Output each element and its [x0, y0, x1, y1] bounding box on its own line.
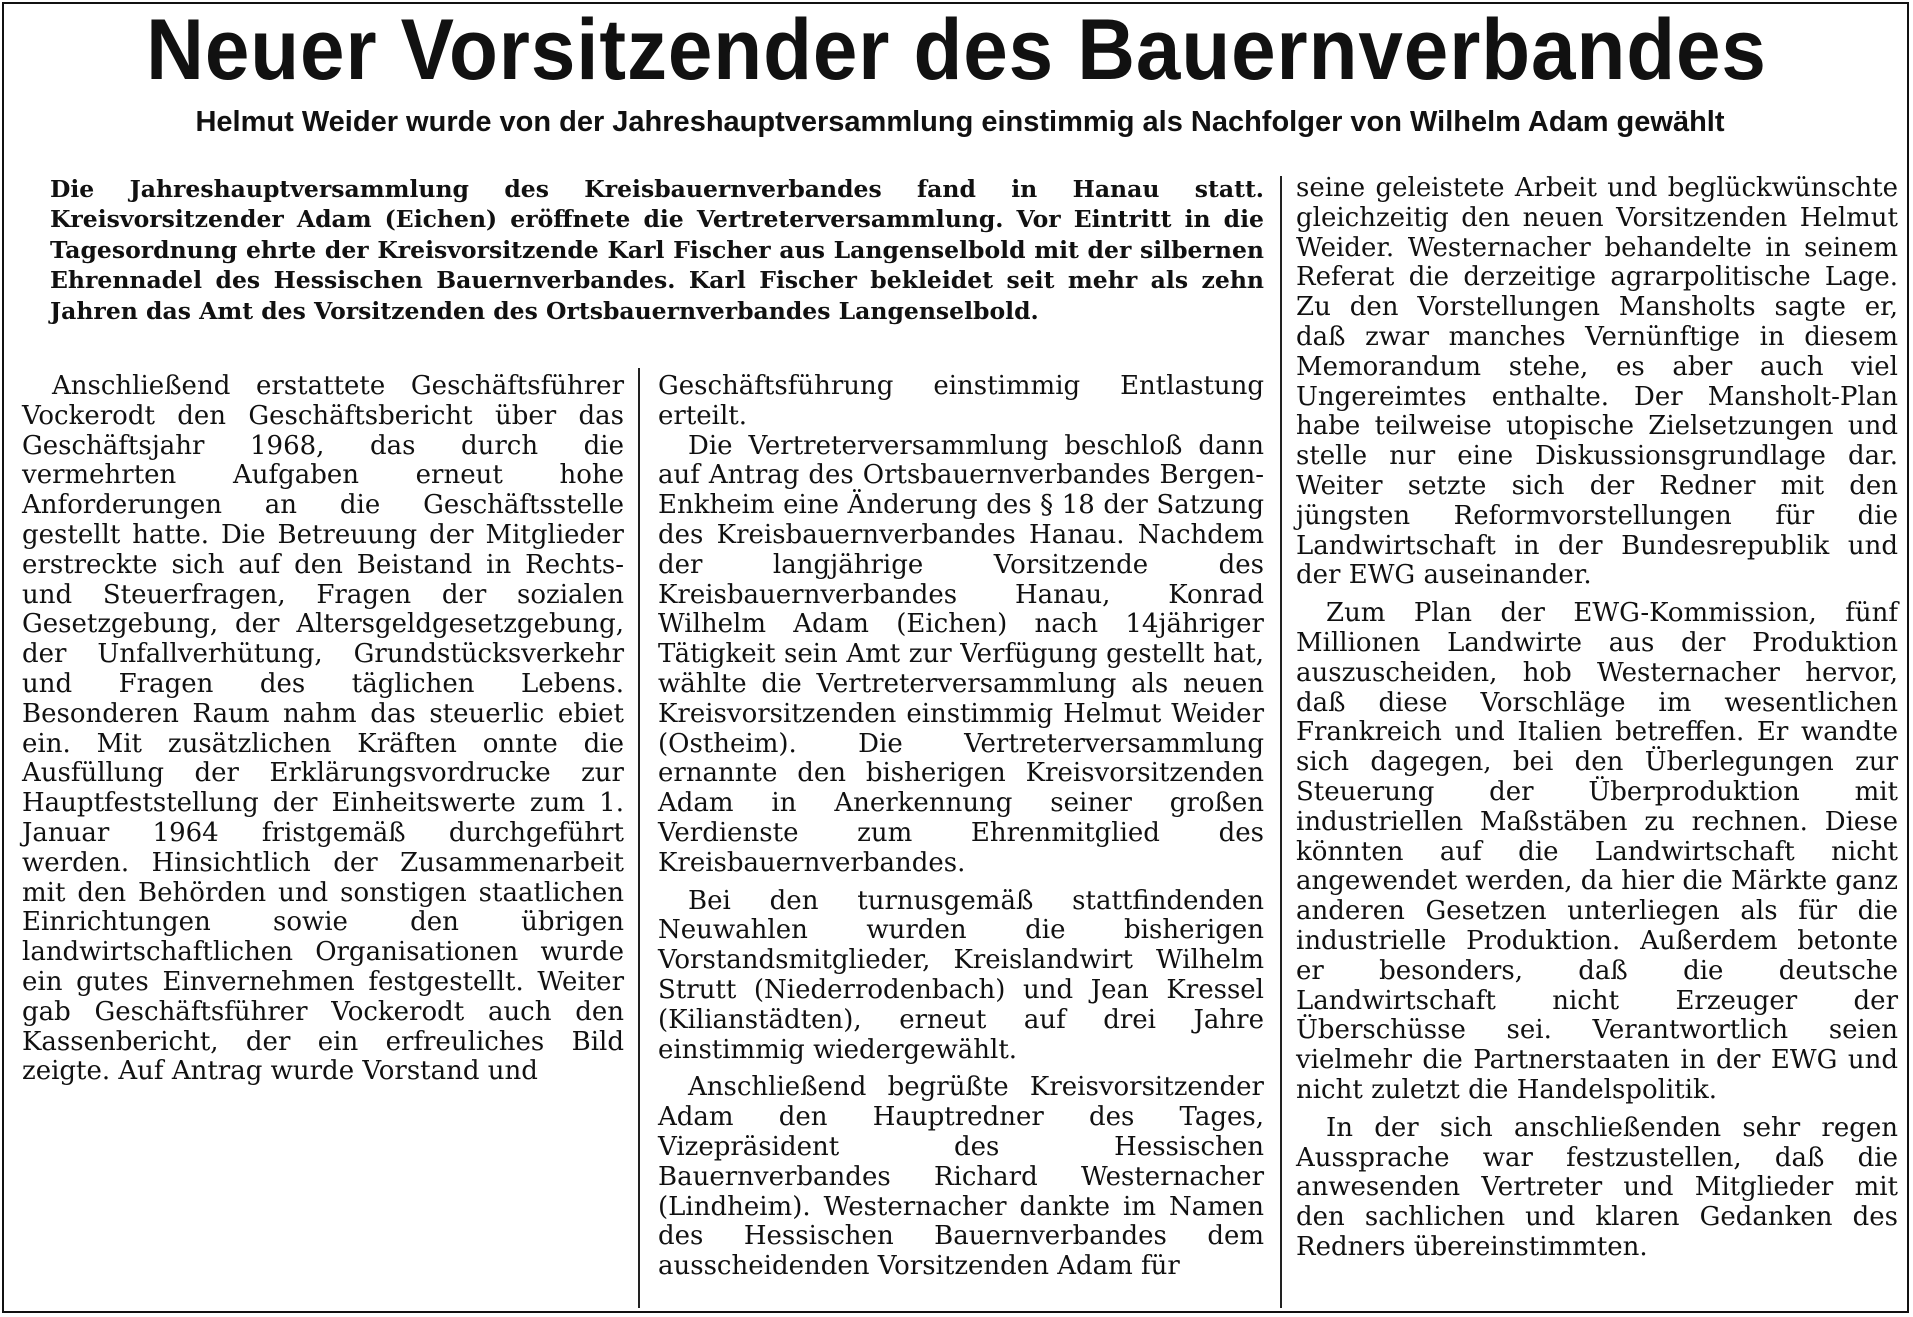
col3-paragraph-1: seine geleistete Arbeit und beglückwünschte gleichzeitig den neuen Vorsitzenden Helmut Weider. Westernacher behandelte in seinem Referat die derzeitige agrarpolitische Lage. Zu den Vorstellungen Mansholts sagte er, daß zwar manches Vernünftige in diesem Memorandum stehe, es aber auch viel Ungereimtes enthalte. Der Mansholt-Plan habe teilweise utopische Zielsetzungen und stelle nur eine Diskussionsgrundlage dar. Weiter setzte sich der Redner mit den jüngsten Reformvorstellungen für die Landwirtschaft in der Bundesrepublik und der EWG auseinander.: [1296, 173, 1898, 591]
lead-text: Die Jahreshauptversammlung des Kreisbauernverbandes fand in Hanau statt. Kreisvorsitzender Adam (Eichen) eröffnete die Vertreterversammlung. Vor Eintritt in die Tagesordnung ehrte der Kreisvorsitzende Karl Fischer aus Langenselbold mit der silbernen Ehrennadel des Hessischen Bauernverbandes. Karl Fischer bekleidet seit mehr als zehn Jahren das Amt des Vorsitzenden des Ortsbauernverbandes Langenselbold.: [50, 175, 1264, 325]
col2-paragraph-3: Bei den turnusgemäß stattfindenden Neuwahlen wurden die bisherigen Vorstandsmitglieder, Kreislandwirt Wilhelm Strutt (Niederrodenbach) und Jean Kressel (Kilianstädten), erneut auf drei Jahre einstimmig wiedergewählt.: [658, 885, 1264, 1065]
col2-paragraph-1: Geschäftsführung einstimmig Entlastung erteilt.: [658, 371, 1264, 431]
lead-paragraph: [50, 174, 1264, 360]
col2-paragraph-2: Die Vertreterversammlung beschloß dann auf Antrag des Ortsbauernverbandes Bergen-Enkheim eine Änderung des § 18 der Satzung des Kreisbauernverbandes Hanau. Nachdem der langjährige Vorsitzende des Kreisbauernverbandes Hanau, Konrad Wilhelm Adam (Eichen) nach 14jähriger Tätigkeit sein Amt zur Verfügung gestellt hat, wählte die Vertreterversammlung als neuen Kreisvorsitzenden einstimmig Helmut Weider (Ostheim). Die Vertreterversammlung ernannte den bisherigen Kreisvorsitzenden Adam in Anerkennung seiner großen Verdienste zum Ehrenmitglied des Kreisbauernverbandes.: [658, 430, 1264, 878]
col2-paragraph-4: Anschließend begrüßte Kreisvorsitzender Adam den Hauptredner des Tages, Vizepräsident des Hessischen Bauernverbandes Richard Westernacher (Lindheim). Westernacher dankte im Namen des Hessischen Bauernverbandes dem ausscheidenden Vorsitzenden Adam für: [658, 1072, 1264, 1282]
column-rule-left: [638, 368, 640, 1308]
col3-paragraph-3: In der sich anschließenden sehr regen Aussprache war festzustellen, daß die anwesenden Vertreter und Mitglieder mit den sachlichen und klaren Gedanken des Redners übereinstimmten.: [1296, 1112, 1898, 1262]
column-2: [658, 372, 1264, 1307]
column-1: [22, 372, 624, 1307]
col1-paragraph-1: Anschließend erstattete Geschäftsführer Vockerodt den Geschäftsbericht über das Geschäftsjahr 1968, das durch die vermehrten Aufgaben erneut hohe Anforderungen an die Geschäftsstelle gestellt hatte. Die Betreuung der Mitglieder erstreckte sich auf den Beistand in Rechts- und Steuerfragen, Fragen der sozialen Gesetzgebung, der Altersgeldgesetzgebung, der Unfallverhütung, Grundstücksverkehr und Fragen des täglichen Lebens. Besonderen Raum nahm das steuerlic ebiet ein. Mit zusätzlichen Kräften onnte die Ausfüllung der Erklärungsvordrucke zur Hauptfeststellung der Einheitswerte zum 1. Januar 1964 fristgemäß durchgeführt werden. Hinsichtlich der Zusammenarbeit mit den Behörden und sonstigen staatlichen Einrichtungen sowie den übrigen landwirtschaftlichen Organisationen wurde ein gutes Einvernehmen festgestellt. Weiter gab Geschäftsführer Vockerodt auch den Kassenbericht, der ein erfreuliches Bild zeigte. Auf Antrag wurde Vorstand und: [22, 371, 624, 1087]
column-rule-right: [1280, 176, 1282, 1308]
column-3: [1296, 174, 1898, 1307]
col3-paragraph-2: Zum Plan der EWG-Kommission, fünf Millionen Landwirte aus der Produktion auszuscheiden, hob Westernacher hervor, daß diese Vorschläge im wesentlichen Frankreich und Italien betreffen. Er wandte sich dagegen, bei den Überlegungen zur Steuerung der Überproduktion mit industriellen Maßstäben zu rechnen. Diese könnten auf die Landwirtschaft nicht angewendet werden, da hier die Märkte ganz anderen Gesetzen unterliegen als für die industrielle Produktion. Außerdem betonte er besonders, daß die deutsche Landwirtschaft nicht Erzeuger der Überschüsse sei. Verantwortlich seien vielmehr die Partnerstaaten in der EWG und nicht zuletzt die Handelspolitik.: [1296, 598, 1898, 1105]
headline: Neuer Vorsitzender des Bauernverbandes: [146, 2, 1767, 98]
subheadline: Helmut Weider wurde von der Jahreshauptversammlung einstimmig als Nachfolger von Wilhelm Adam gewählt: [195, 106, 1725, 138]
